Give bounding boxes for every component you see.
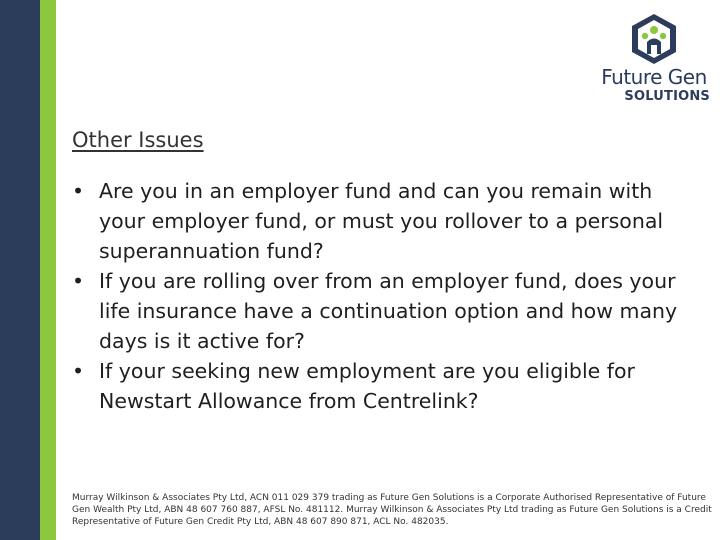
future-gen-logo [598,12,710,108]
bullet-dot-icon: • [72,269,85,293]
bullet-text: If your seeking new employment are you eligible for Newstart Allowance from Centrelink? [99,359,635,413]
slide-heading: Other Issues [72,128,204,152]
logo-name: Future Gen [601,65,707,89]
footer-disclaimer: Murray Wilkinson & Associates Pty Ltd, ACN 011 029 379 trading as Future Gen Solutions is a Corporate Authorised Representative of Future Gen Wealth Pty Ltd, ABN 48 607 760 887, AFSL No. 481112. Murray Wilkinson & Associates Pty Ltd trading as Future Gen Solutions is a Credit Representative of Future Gen Credit Pty Ltd, ABN 48 607 890 871, ACL No. 482035. [72,493,712,527]
bullet-text: If you are rolling over from an employer fund, does your life insurance have a continuation option and how many days is it active for? [99,269,678,353]
logo-subtitle: SOLUTIONS [624,89,710,104]
bullet-item [72,356,697,416]
bullet-dot-icon: • [72,179,85,203]
bullet-item [72,266,697,356]
house-people-icon [628,12,680,64]
bullet-list [72,176,697,416]
left-green-stripe [40,0,56,540]
left-navy-stripe [0,0,40,540]
bullet-dot-icon: • [72,359,85,383]
bullet-text: Are you in an employer fund and can you remain with your employer fund, or must you rollover to a personal superannuation fund? [99,179,664,263]
bullet-item [72,176,697,266]
